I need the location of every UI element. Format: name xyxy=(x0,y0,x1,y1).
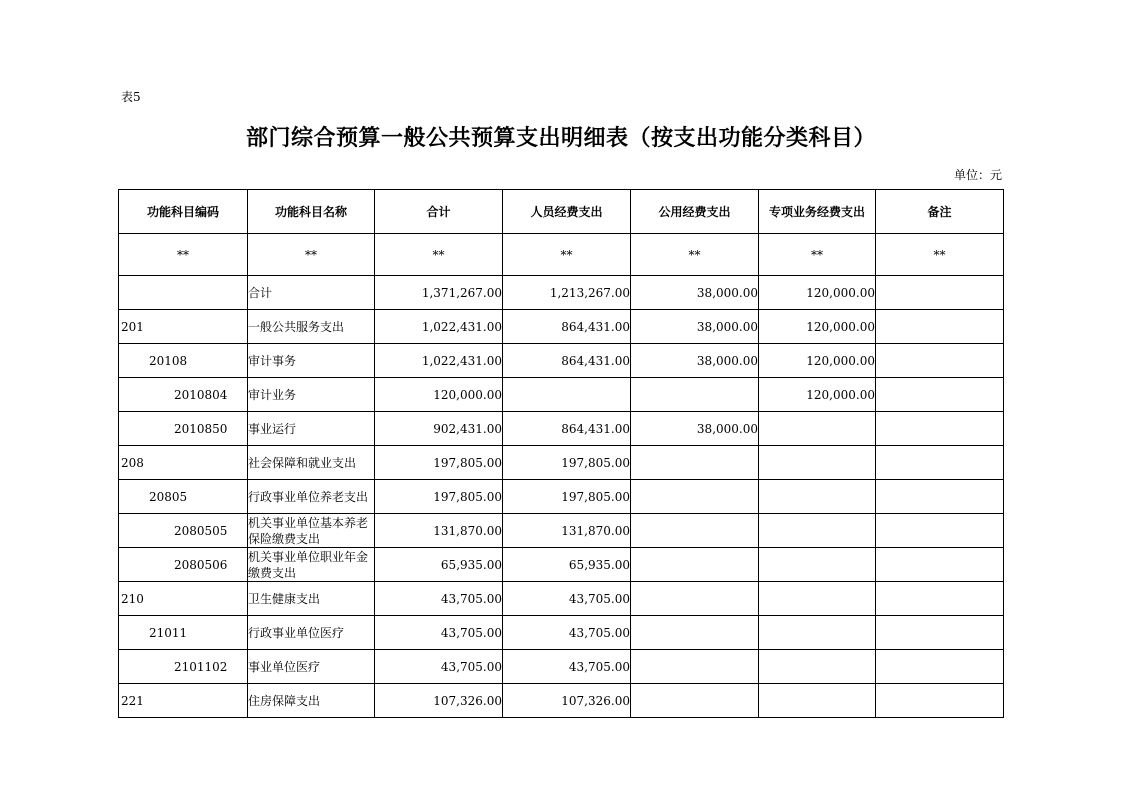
cell-name xyxy=(248,412,375,446)
cell-name xyxy=(248,582,375,616)
cell-total: 1,022,431.00 xyxy=(375,344,503,378)
header-cell-total: 合计 xyxy=(375,190,503,234)
placeholder-cell: ** xyxy=(759,234,876,276)
page-title: 部门综合预算一般公共预算支出明细表（按支出功能分类科目） xyxy=(245,126,876,151)
cell-public: 38,000.00 xyxy=(631,276,759,310)
cell-name-text: 行政事业单位养老支出 xyxy=(248,489,369,504)
cell-personnel: 197,805.00 xyxy=(503,446,631,480)
cell-personnel xyxy=(503,378,631,412)
cell-name-text: 行政事业单位医疗 xyxy=(248,625,345,640)
cell-note xyxy=(876,650,1004,684)
cell-code: 2010850 xyxy=(119,412,248,446)
cell-personnel: 864,431.00 xyxy=(503,344,631,378)
table-row xyxy=(119,684,1004,718)
cell-public: 38,000.00 xyxy=(631,344,759,378)
table-row xyxy=(119,650,1004,684)
cell-name xyxy=(248,650,375,684)
cell-name-text: 社会保障和就业支出 xyxy=(248,455,357,470)
cell-name xyxy=(248,684,375,718)
cell-total: 1,371,267.00 xyxy=(375,276,503,310)
cell-public: 38,000.00 xyxy=(631,310,759,344)
cell-public xyxy=(631,548,759,582)
cell-name-text: 事业单位医疗 xyxy=(248,659,321,674)
cell-name-text: 一般公共服务支出 xyxy=(248,319,345,334)
cell-special xyxy=(759,412,876,446)
header-row xyxy=(119,190,1004,234)
cell-public xyxy=(631,650,759,684)
cell-special xyxy=(759,616,876,650)
cell-special xyxy=(759,582,876,616)
cell-special xyxy=(759,514,876,548)
cell-special xyxy=(759,446,876,480)
cell-code: 221 xyxy=(119,684,248,718)
cell-personnel: 1,213,267.00 xyxy=(503,276,631,310)
table-row xyxy=(119,378,1004,412)
cell-public xyxy=(631,378,759,412)
table-row xyxy=(119,276,1004,310)
cell-total: 107,326.00 xyxy=(375,684,503,718)
cell-special xyxy=(759,480,876,514)
cell-special: 120,000.00 xyxy=(759,276,876,310)
table-row xyxy=(119,310,1004,344)
cell-personnel: 65,935.00 xyxy=(503,548,631,582)
cell-name-text: 审计事务 xyxy=(248,353,297,368)
header-cell-public: 公用经费支出 xyxy=(631,190,759,234)
cell-name-text: 机关事业单位职业年金缴费支出 xyxy=(248,549,369,580)
placeholder-cell: ** xyxy=(876,234,1004,276)
table-row xyxy=(119,344,1004,378)
cell-personnel: 107,326.00 xyxy=(503,684,631,718)
header-cell-note: 备注 xyxy=(876,190,1004,234)
cell-personnel: 864,431.00 xyxy=(503,310,631,344)
cell-total: 902,431.00 xyxy=(375,412,503,446)
cell-code: 210 xyxy=(119,582,248,616)
cell-name xyxy=(248,378,375,412)
cell-special xyxy=(759,650,876,684)
cell-note xyxy=(876,344,1004,378)
cell-total: 131,870.00 xyxy=(375,514,503,548)
cell-special: 120,000.00 xyxy=(759,378,876,412)
cell-note xyxy=(876,412,1004,446)
cell-note xyxy=(876,548,1004,582)
cell-special: 120,000.00 xyxy=(759,344,876,378)
cell-code: 201 xyxy=(119,310,248,344)
header-cell-code: 功能科目编码 xyxy=(119,190,248,234)
cell-code: 2010804 xyxy=(119,378,248,412)
cell-note xyxy=(876,582,1004,616)
table-row xyxy=(119,548,1004,582)
cell-total: 1,022,431.00 xyxy=(375,310,503,344)
cell-personnel: 43,705.00 xyxy=(503,582,631,616)
table-row xyxy=(119,412,1004,446)
cell-note xyxy=(876,446,1004,480)
cell-note xyxy=(876,616,1004,650)
cell-note xyxy=(876,378,1004,412)
cell-total: 197,805.00 xyxy=(375,446,503,480)
placeholder-row xyxy=(119,234,1004,276)
cell-name xyxy=(248,616,375,650)
table-row xyxy=(119,446,1004,480)
header-cell-name: 功能科目名称 xyxy=(248,190,375,234)
cell-name-text: 事业运行 xyxy=(248,421,297,436)
cell-personnel: 131,870.00 xyxy=(503,514,631,548)
cell-name xyxy=(248,514,375,548)
cell-code xyxy=(119,276,248,310)
cell-code: 2080505 xyxy=(119,514,248,548)
cell-code: 21011 xyxy=(119,616,248,650)
cell-code: 2080506 xyxy=(119,548,248,582)
cell-public xyxy=(631,684,759,718)
header-cell-personnel: 人员经费支出 xyxy=(503,190,631,234)
cell-personnel: 197,805.00 xyxy=(503,480,631,514)
cell-name xyxy=(248,310,375,344)
cell-name-text: 机关事业单位基本养老保险缴费支出 xyxy=(248,515,369,546)
table-row xyxy=(119,514,1004,548)
placeholder-cell: ** xyxy=(248,234,375,276)
placeholder-cell: ** xyxy=(631,234,759,276)
cell-name xyxy=(248,276,375,310)
cell-public xyxy=(631,480,759,514)
placeholder-cell: ** xyxy=(375,234,503,276)
table-row xyxy=(119,480,1004,514)
cell-note xyxy=(876,514,1004,548)
cell-special: 120,000.00 xyxy=(759,310,876,344)
cell-note xyxy=(876,276,1004,310)
cell-name xyxy=(248,480,375,514)
cell-note xyxy=(876,310,1004,344)
cell-public xyxy=(631,514,759,548)
cell-name xyxy=(248,548,375,582)
cell-public xyxy=(631,446,759,480)
cell-total: 43,705.00 xyxy=(375,616,503,650)
unit-label: 单位：元 xyxy=(953,168,1002,182)
placeholder-cell: ** xyxy=(503,234,631,276)
table-number-label: 表5 xyxy=(121,90,141,104)
cell-special xyxy=(759,684,876,718)
cell-total: 197,805.00 xyxy=(375,480,503,514)
cell-code: 208 xyxy=(119,446,248,480)
cell-special xyxy=(759,548,876,582)
cell-name-text: 卫生健康支出 xyxy=(248,591,321,606)
cell-total: 120,000.00 xyxy=(375,378,503,412)
cell-name-text: 审计业务 xyxy=(248,387,297,402)
table-row xyxy=(119,582,1004,616)
cell-code: 20108 xyxy=(119,344,248,378)
table-row xyxy=(119,616,1004,650)
cell-note xyxy=(876,480,1004,514)
cell-name-text: 住房保障支出 xyxy=(248,693,321,708)
cell-public xyxy=(631,616,759,650)
cell-total: 43,705.00 xyxy=(375,650,503,684)
cell-code: 20805 xyxy=(119,480,248,514)
cell-total: 65,935.00 xyxy=(375,548,503,582)
cell-code: 2101102 xyxy=(119,650,248,684)
cell-public xyxy=(631,582,759,616)
placeholder-cell: ** xyxy=(119,234,248,276)
cell-personnel: 864,431.00 xyxy=(503,412,631,446)
cell-personnel: 43,705.00 xyxy=(503,616,631,650)
cell-name-text: 合计 xyxy=(248,285,273,300)
cell-total: 43,705.00 xyxy=(375,582,503,616)
cell-name xyxy=(248,446,375,480)
cell-personnel: 43,705.00 xyxy=(503,650,631,684)
cell-name xyxy=(248,344,375,378)
cell-public: 38,000.00 xyxy=(631,412,759,446)
cell-note xyxy=(876,684,1004,718)
header-cell-special: 专项业务经费支出 xyxy=(759,190,876,234)
budget-table xyxy=(118,189,1004,718)
